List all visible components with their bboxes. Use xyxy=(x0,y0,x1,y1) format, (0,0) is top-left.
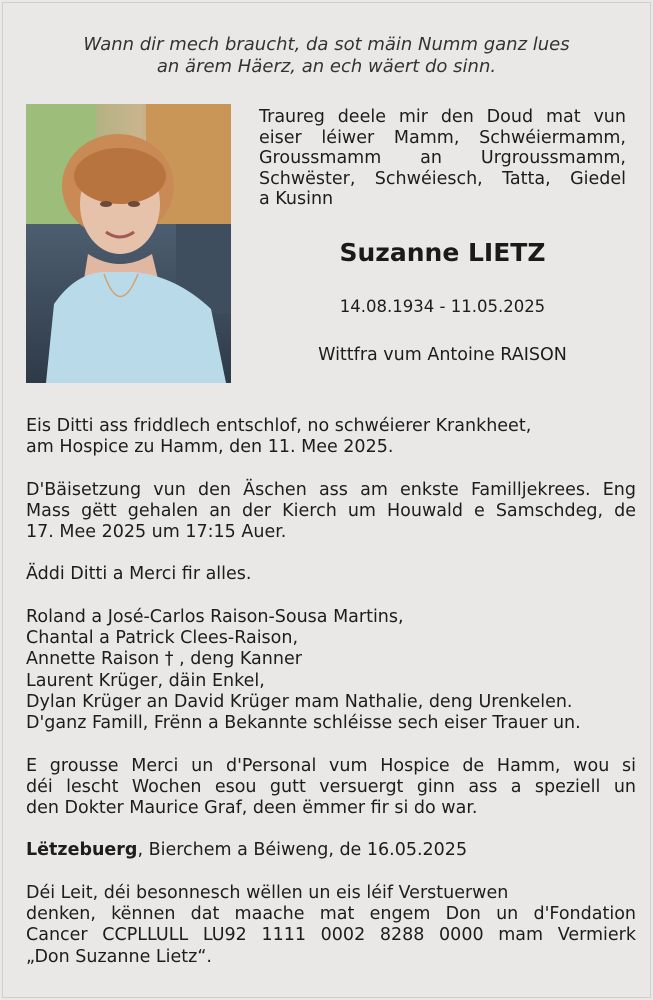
text-line: Cancer CCPLLULL LU92 1111 0002 8288 0000 mam Vermierk xyxy=(26,925,636,946)
place-name: Lëtzebuerg xyxy=(26,840,138,861)
paragraph-place-date xyxy=(26,840,636,861)
motto-line: Wann dir mech braucht, da sot mäin Numm ganz lues xyxy=(83,34,570,55)
text-line: Laurent Krüger, däin Enkel, xyxy=(26,670,265,691)
paragraph-donation xyxy=(26,883,636,968)
paragraph-thanks xyxy=(26,756,636,820)
paragraph-funeral xyxy=(26,480,636,544)
place-date: , Bierchem a Béiweng, de 16.05.2025 xyxy=(137,840,468,861)
text-line: Chantal a Patrick Clees-Raison, xyxy=(26,628,299,649)
text-line: „Don Suzanne Lietz“. xyxy=(26,946,212,967)
text-line: Roland a José-Carlos Raison-Sousa Martins, xyxy=(26,606,404,627)
text-line: Dylan Krüger an David Krüger mam Nathalie, deng Urenkelen. xyxy=(26,691,573,712)
text-line: Eis Ditti ass friddlech entschlof, no schwéierer Krankheet, xyxy=(26,416,532,436)
text-line: Annette Raison † , deng Kanner xyxy=(26,649,302,670)
life-dates: 14.08.1934 - 11.05.2025 xyxy=(339,297,546,316)
text-line: D'ganz Famill, Frënn a Bekannte schléisse sech eiser Trauer un. xyxy=(26,713,581,734)
paragraph-family xyxy=(26,607,636,735)
announcement-body xyxy=(26,416,636,989)
text-line: am Hospice zu Hamm, den 11. Mee 2025. xyxy=(26,437,394,458)
intro-text xyxy=(259,107,626,210)
motto-line: an ärem Häerz, an ech wäert do sinn. xyxy=(156,56,497,77)
portrait-photo xyxy=(26,104,231,383)
intro-line: a Kusinn xyxy=(259,189,334,209)
deceased-name: Suzanne LIETZ xyxy=(339,238,546,267)
text-line: den Dokter Maurice Graf, deen ëmmer fir si do war. xyxy=(26,798,478,819)
intro-line: eiser léiwer Mamm, Schwéiermamm, xyxy=(259,127,626,148)
paragraph-farewell xyxy=(26,564,636,585)
text-line: denken, kënnen dat maache mat engem Don un d'Fondation xyxy=(26,904,636,925)
intro-line: Traureg deele mir den Doud mat vun xyxy=(259,107,626,127)
text-line: 17. Mee 2025 um 17:15 Auer. xyxy=(26,522,287,543)
widow-of: Wittfra vum Antoine RAISON xyxy=(318,345,567,365)
text-line: Äddi Ditti a Merci fir alles. xyxy=(26,564,252,585)
intro-line: Schwëster, Schwéiesch, Tatta, Giedel xyxy=(259,168,626,189)
text-line xyxy=(26,840,636,861)
paragraph-passing xyxy=(26,416,636,459)
text-line: Déi Leit, déi besonnesch wëllen un eis léif Verstuerwen xyxy=(26,882,509,903)
text-line: Mass gëtt gehalen an der Kierch um Houwald e Samschdeg, de xyxy=(26,500,636,521)
motto-quote xyxy=(0,34,653,78)
intro-line: Groussmamm an Urgroussmamm, xyxy=(259,148,626,168)
text-line: D'Bäisetzung vun den Äschen ass am enkste Familljekrees. Eng xyxy=(26,479,636,500)
text-line: déi lescht Wochen esou gutt versuergt ginn ass a speziell un xyxy=(26,776,636,797)
text-line: E grousse Merci un d'Personal vum Hospice de Hamm, wou si xyxy=(26,755,636,776)
portrait-illustration xyxy=(26,104,231,383)
